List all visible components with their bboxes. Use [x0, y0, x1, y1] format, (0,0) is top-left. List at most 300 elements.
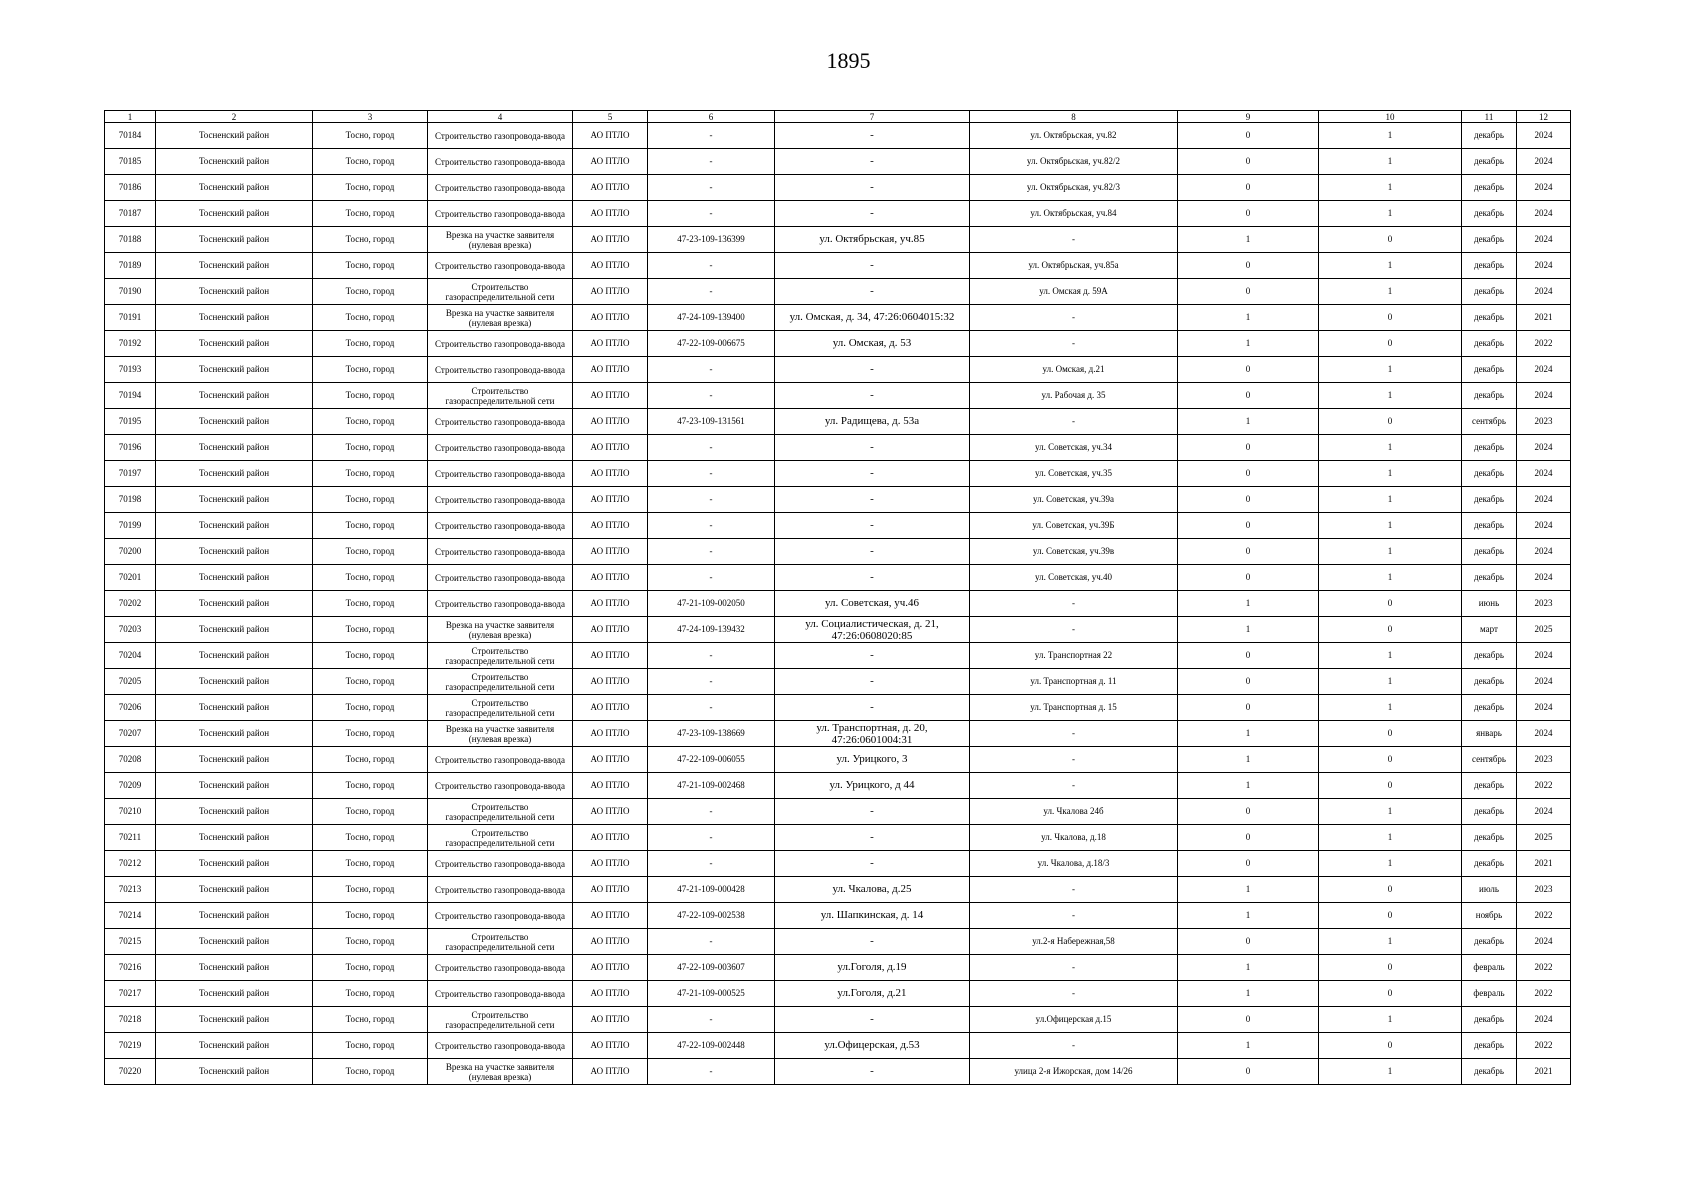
cell-col-count-b: 1	[1319, 539, 1462, 565]
cell-col-num: 70218	[105, 1007, 156, 1033]
cell-col-work-type: Врезка на участке заявителя (нулевая врезка)	[428, 617, 573, 643]
cell-col-year: 2024	[1517, 253, 1571, 279]
cell-col-application-number: -	[648, 201, 775, 227]
cell-col-organization: АО ПТЛО	[573, 253, 648, 279]
cell-col-organization: АО ПТЛО	[573, 773, 648, 799]
cell-col-count-a: 0	[1178, 149, 1319, 175]
cell-col-locality: Тосно, город	[313, 487, 428, 513]
cell-col-count-a: 1	[1178, 1033, 1319, 1059]
cell-col-num: 70210	[105, 799, 156, 825]
cell-col-num: 70185	[105, 149, 156, 175]
cell-col-count-a: 1	[1178, 331, 1319, 357]
cell-col-num: 70201	[105, 565, 156, 591]
cell-col-num: 70192	[105, 331, 156, 357]
cell-col-work-type: Врезка на участке заявителя (нулевая врезка)	[428, 721, 573, 747]
table-body	[105, 123, 1571, 1085]
cell-col-address-network: ул. Советская, уч.39а	[970, 487, 1178, 513]
cell-col-count-a: 0	[1178, 435, 1319, 461]
cell-col-count-a: 0	[1178, 565, 1319, 591]
cell-col-work-type: Строительство газопровода-ввода	[428, 1033, 573, 1059]
cell-col-count-b: 0	[1319, 227, 1462, 253]
table-row	[105, 929, 1571, 955]
cell-col-application-number: -	[648, 383, 775, 409]
cell-col-organization: АО ПТЛО	[573, 825, 648, 851]
cell-col-district: Тосненский район	[156, 643, 313, 669]
cell-col-district: Тосненский район	[156, 227, 313, 253]
table-row	[105, 617, 1571, 643]
column-header-col-district: 2	[156, 111, 313, 123]
cell-col-num: 70212	[105, 851, 156, 877]
cell-col-application-number: -	[648, 461, 775, 487]
cell-col-district: Тосненский район	[156, 253, 313, 279]
cell-col-count-b: 1	[1319, 279, 1462, 305]
cell-col-district: Тосненский район	[156, 1033, 313, 1059]
cell-col-locality: Тосно, город	[313, 773, 428, 799]
cell-col-num: 70208	[105, 747, 156, 773]
cell-col-year: 2023	[1517, 591, 1571, 617]
cell-col-month: декабрь	[1462, 149, 1517, 175]
cell-col-work-type: Строительство газопровода-ввода	[428, 591, 573, 617]
cell-col-count-a: 1	[1178, 227, 1319, 253]
cell-col-num: 70204	[105, 643, 156, 669]
table-row	[105, 1033, 1571, 1059]
cell-col-locality: Тосно, город	[313, 929, 428, 955]
cell-col-organization: АО ПТЛО	[573, 357, 648, 383]
cell-col-district: Тосненский район	[156, 487, 313, 513]
cell-col-organization: АО ПТЛО	[573, 799, 648, 825]
cell-col-month: февраль	[1462, 981, 1517, 1007]
cell-col-address-network: -	[970, 305, 1178, 331]
cell-col-address-network: ул. Советская, уч.39в	[970, 539, 1178, 565]
cell-col-district: Тосненский район	[156, 851, 313, 877]
cell-col-address-network: -	[970, 747, 1178, 773]
cell-col-num: 70219	[105, 1033, 156, 1059]
cell-col-num: 70203	[105, 617, 156, 643]
cell-col-locality: Тосно, город	[313, 591, 428, 617]
cell-col-address-applicant: ул. Урицкого, 3	[775, 747, 970, 773]
cell-col-month: декабрь	[1462, 799, 1517, 825]
cell-col-address-network: -	[970, 903, 1178, 929]
cell-col-num: 70200	[105, 539, 156, 565]
cell-col-organization: АО ПТЛО	[573, 643, 648, 669]
cell-col-month: декабрь	[1462, 279, 1517, 305]
cell-col-month: декабрь	[1462, 201, 1517, 227]
cell-col-count-b: 0	[1319, 331, 1462, 357]
table-row	[105, 591, 1571, 617]
cell-col-locality: Тосно, город	[313, 825, 428, 851]
cell-col-year: 2024	[1517, 643, 1571, 669]
cell-col-count-b: 1	[1319, 201, 1462, 227]
cell-col-count-a: 0	[1178, 695, 1319, 721]
cell-col-address-applicant: -	[775, 487, 970, 513]
cell-col-district: Тосненский район	[156, 1007, 313, 1033]
cell-col-count-b: 1	[1319, 825, 1462, 851]
table-row	[105, 539, 1571, 565]
cell-col-organization: АО ПТЛО	[573, 539, 648, 565]
table-row	[105, 955, 1571, 981]
cell-col-locality: Тосно, город	[313, 851, 428, 877]
cell-col-count-b: 1	[1319, 461, 1462, 487]
cell-col-application-number: -	[648, 695, 775, 721]
cell-col-address-applicant: -	[775, 565, 970, 591]
cell-col-organization: АО ПТЛО	[573, 955, 648, 981]
cell-col-district: Тосненский район	[156, 383, 313, 409]
cell-col-count-a: 1	[1178, 591, 1319, 617]
cell-col-district: Тосненский район	[156, 123, 313, 149]
table-row	[105, 1059, 1571, 1085]
cell-col-address-applicant: -	[775, 799, 970, 825]
cell-col-month: декабрь	[1462, 305, 1517, 331]
table-row	[105, 123, 1571, 149]
cell-col-address-network: ул. Советская, уч.34	[970, 435, 1178, 461]
cell-col-num: 70211	[105, 825, 156, 851]
table-row	[105, 331, 1571, 357]
cell-col-locality: Тосно, город	[313, 331, 428, 357]
cell-col-address-applicant: -	[775, 929, 970, 955]
cell-col-count-b: 1	[1319, 253, 1462, 279]
cell-col-num: 70189	[105, 253, 156, 279]
cell-col-year: 2022	[1517, 331, 1571, 357]
cell-col-year: 2025	[1517, 617, 1571, 643]
cell-col-work-type: Строительство газораспределительной сети	[428, 279, 573, 305]
cell-col-num: 70215	[105, 929, 156, 955]
cell-col-year: 2024	[1517, 929, 1571, 955]
header-row	[105, 111, 1571, 123]
cell-col-application-number: -	[648, 279, 775, 305]
cell-col-address-network: ул. Транспортная 22	[970, 643, 1178, 669]
cell-col-locality: Тосно, город	[313, 175, 428, 201]
cell-col-count-a: 0	[1178, 929, 1319, 955]
cell-col-year: 2024	[1517, 539, 1571, 565]
cell-col-num: 70190	[105, 279, 156, 305]
cell-col-address-network: улица 2-я Ижорская, дом 14/26	[970, 1059, 1178, 1085]
cell-col-num: 70195	[105, 409, 156, 435]
cell-col-work-type: Строительство газопровода-ввода	[428, 409, 573, 435]
cell-col-month: декабрь	[1462, 1059, 1517, 1085]
table-row	[105, 305, 1571, 331]
cell-col-address-network: ул. Октябрьская, уч.84	[970, 201, 1178, 227]
cell-col-num: 70202	[105, 591, 156, 617]
cell-col-count-a: 1	[1178, 721, 1319, 747]
cell-col-num: 70197	[105, 461, 156, 487]
cell-col-year: 2024	[1517, 1007, 1571, 1033]
cell-col-address-network: ул. Рабочая д. 35	[970, 383, 1178, 409]
cell-col-count-b: 1	[1319, 149, 1462, 175]
cell-col-organization: АО ПТЛО	[573, 461, 648, 487]
cell-col-count-b: 1	[1319, 643, 1462, 669]
cell-col-work-type: Врезка на участке заявителя (нулевая врезка)	[428, 305, 573, 331]
cell-col-organization: АО ПТЛО	[573, 903, 648, 929]
cell-col-district: Тосненский район	[156, 305, 313, 331]
cell-col-num: 70205	[105, 669, 156, 695]
cell-col-application-number: -	[648, 1007, 775, 1033]
cell-col-locality: Тосно, город	[313, 799, 428, 825]
cell-col-work-type: Строительство газопровода-ввода	[428, 539, 573, 565]
cell-col-count-b: 1	[1319, 1059, 1462, 1085]
cell-col-count-b: 0	[1319, 591, 1462, 617]
cell-col-month: сентябрь	[1462, 747, 1517, 773]
cell-col-work-type: Строительство газопровода-ввода	[428, 565, 573, 591]
table-row	[105, 877, 1571, 903]
cell-col-address-network: -	[970, 877, 1178, 903]
cell-col-year: 2024	[1517, 513, 1571, 539]
cell-col-application-number: -	[648, 487, 775, 513]
cell-col-application-number: 47-22-109-006055	[648, 747, 775, 773]
cell-col-year: 2024	[1517, 383, 1571, 409]
cell-col-application-number: -	[648, 565, 775, 591]
cell-col-address-applicant: -	[775, 643, 970, 669]
cell-col-num: 70188	[105, 227, 156, 253]
cell-col-address-network: ул. Чкалова, д.18/3	[970, 851, 1178, 877]
cell-col-locality: Тосно, город	[313, 1033, 428, 1059]
cell-col-count-a: 1	[1178, 305, 1319, 331]
cell-col-count-b: 1	[1319, 851, 1462, 877]
cell-col-year: 2022	[1517, 981, 1571, 1007]
cell-col-month: сентябрь	[1462, 409, 1517, 435]
column-header-col-count-b: 10	[1319, 111, 1462, 123]
cell-col-district: Тосненский район	[156, 669, 313, 695]
cell-col-count-a: 0	[1178, 799, 1319, 825]
cell-col-count-a: 1	[1178, 617, 1319, 643]
cell-col-organization: АО ПТЛО	[573, 1033, 648, 1059]
cell-col-count-a: 0	[1178, 253, 1319, 279]
cell-col-count-b: 1	[1319, 695, 1462, 721]
cell-col-count-b: 0	[1319, 903, 1462, 929]
column-header-col-address-applicant: 7	[775, 111, 970, 123]
cell-col-application-number: -	[648, 825, 775, 851]
cell-col-count-a: 0	[1178, 1059, 1319, 1085]
cell-col-address-network: ул. Чкалова, д.18	[970, 825, 1178, 851]
cell-col-count-a: 0	[1178, 123, 1319, 149]
table-row	[105, 227, 1571, 253]
cell-col-district: Тосненский район	[156, 773, 313, 799]
cell-col-count-a: 0	[1178, 279, 1319, 305]
cell-col-address-applicant: -	[775, 851, 970, 877]
cell-col-work-type: Строительство газопровода-ввода	[428, 955, 573, 981]
cell-col-address-applicant: -	[775, 435, 970, 461]
cell-col-month: декабрь	[1462, 175, 1517, 201]
cell-col-year: 2022	[1517, 1033, 1571, 1059]
cell-col-year: 2024	[1517, 279, 1571, 305]
column-header-col-count-a: 9	[1178, 111, 1319, 123]
table-row	[105, 851, 1571, 877]
cell-col-application-number: 47-23-109-138669	[648, 721, 775, 747]
cell-col-count-a: 1	[1178, 903, 1319, 929]
cell-col-address-applicant: -	[775, 1007, 970, 1033]
cell-col-year: 2024	[1517, 435, 1571, 461]
cell-col-num: 70216	[105, 955, 156, 981]
cell-col-application-number: 47-22-109-003607	[648, 955, 775, 981]
table-row	[105, 721, 1571, 747]
cell-col-application-number: -	[648, 851, 775, 877]
cell-col-address-network: -	[970, 1033, 1178, 1059]
cell-col-count-a: 0	[1178, 643, 1319, 669]
cell-col-address-applicant: -	[775, 123, 970, 149]
cell-col-year: 2024	[1517, 149, 1571, 175]
cell-col-count-b: 1	[1319, 799, 1462, 825]
cell-col-month: декабрь	[1462, 669, 1517, 695]
table-row	[105, 773, 1571, 799]
cell-col-district: Тосненский район	[156, 955, 313, 981]
cell-col-count-a: 0	[1178, 851, 1319, 877]
cell-col-address-network: -	[970, 773, 1178, 799]
cell-col-address-network: ул. Советская, уч.35	[970, 461, 1178, 487]
cell-col-organization: АО ПТЛО	[573, 123, 648, 149]
cell-col-year: 2024	[1517, 487, 1571, 513]
cell-col-address-network: ул.2-я Набережная,58	[970, 929, 1178, 955]
cell-col-locality: Тосно, город	[313, 435, 428, 461]
cell-col-organization: АО ПТЛО	[573, 617, 648, 643]
cell-col-address-network: ул. Октябрьская, уч.82/2	[970, 149, 1178, 175]
cell-col-count-b: 1	[1319, 357, 1462, 383]
table-row	[105, 487, 1571, 513]
cell-col-address-network: ул. Омская, д.21	[970, 357, 1178, 383]
cell-col-district: Тосненский район	[156, 591, 313, 617]
cell-col-locality: Тосно, город	[313, 617, 428, 643]
cell-col-address-applicant: ул.Гоголя, д.19	[775, 955, 970, 981]
cell-col-locality: Тосно, город	[313, 955, 428, 981]
cell-col-address-network: -	[970, 981, 1178, 1007]
cell-col-year: 2022	[1517, 773, 1571, 799]
cell-col-district: Тосненский район	[156, 617, 313, 643]
cell-col-work-type: Строительство газораспределительной сети	[428, 695, 573, 721]
cell-col-work-type: Строительство газопровода-ввода	[428, 149, 573, 175]
cell-col-address-applicant: ул. Транспортная, д. 20, 47:26:0601004:31	[775, 721, 970, 747]
cell-col-num: 70196	[105, 435, 156, 461]
cell-col-month: декабрь	[1462, 357, 1517, 383]
cell-col-locality: Тосно, город	[313, 1007, 428, 1033]
cell-col-month: декабрь	[1462, 461, 1517, 487]
cell-col-organization: АО ПТЛО	[573, 669, 648, 695]
cell-col-count-a: 1	[1178, 409, 1319, 435]
cell-col-num: 70220	[105, 1059, 156, 1085]
cell-col-count-a: 1	[1178, 747, 1319, 773]
cell-col-address-network: -	[970, 955, 1178, 981]
cell-col-month: февраль	[1462, 955, 1517, 981]
cell-col-organization: АО ПТЛО	[573, 513, 648, 539]
cell-col-organization: АО ПТЛО	[573, 747, 648, 773]
cell-col-count-b: 0	[1319, 955, 1462, 981]
cell-col-year: 2024	[1517, 565, 1571, 591]
cell-col-locality: Тосно, город	[313, 565, 428, 591]
cell-col-count-b: 0	[1319, 617, 1462, 643]
cell-col-locality: Тосно, город	[313, 305, 428, 331]
cell-col-address-applicant: ул. Омская, д. 53	[775, 331, 970, 357]
cell-col-locality: Тосно, город	[313, 149, 428, 175]
cell-col-year: 2024	[1517, 695, 1571, 721]
cell-col-organization: АО ПТЛО	[573, 877, 648, 903]
cell-col-address-network: ул.Офицерская д.15	[970, 1007, 1178, 1033]
cell-col-month: декабрь	[1462, 513, 1517, 539]
cell-col-locality: Тосно, город	[313, 253, 428, 279]
cell-col-work-type: Строительство газопровода-ввода	[428, 201, 573, 227]
table-row	[105, 461, 1571, 487]
cell-col-locality: Тосно, город	[313, 201, 428, 227]
cell-col-locality: Тосно, город	[313, 383, 428, 409]
cell-col-work-type: Строительство газораспределительной сети	[428, 825, 573, 851]
cell-col-organization: АО ПТЛО	[573, 1059, 648, 1085]
cell-col-district: Тосненский район	[156, 539, 313, 565]
cell-col-organization: АО ПТЛО	[573, 279, 648, 305]
cell-col-address-applicant: ул. Урицкого, д 44	[775, 773, 970, 799]
cell-col-application-number: 47-23-109-131561	[648, 409, 775, 435]
column-header-col-application-number: 6	[648, 111, 775, 123]
cell-col-num: 70194	[105, 383, 156, 409]
cell-col-work-type: Строительство газопровода-ввода	[428, 461, 573, 487]
cell-col-district: Тосненский район	[156, 825, 313, 851]
cell-col-district: Тосненский район	[156, 461, 313, 487]
cell-col-application-number: -	[648, 357, 775, 383]
cell-col-month: декабрь	[1462, 825, 1517, 851]
cell-col-locality: Тосно, город	[313, 669, 428, 695]
cell-col-work-type: Строительство газопровода-ввода	[428, 773, 573, 799]
cell-col-num: 70187	[105, 201, 156, 227]
cell-col-month: декабрь	[1462, 643, 1517, 669]
cell-col-count-b: 1	[1319, 929, 1462, 955]
cell-col-organization: АО ПТЛО	[573, 851, 648, 877]
cell-col-month: декабрь	[1462, 1033, 1517, 1059]
cell-col-address-applicant: -	[775, 825, 970, 851]
cell-col-count-b: 0	[1319, 773, 1462, 799]
cell-col-work-type: Строительство газопровода-ввода	[428, 981, 573, 1007]
cell-col-organization: АО ПТЛО	[573, 695, 648, 721]
cell-col-organization: АО ПТЛО	[573, 175, 648, 201]
cell-col-work-type: Строительство газопровода-ввода	[428, 903, 573, 929]
cell-col-district: Тосненский район	[156, 279, 313, 305]
cell-col-count-a: 0	[1178, 1007, 1319, 1033]
cell-col-locality: Тосно, город	[313, 903, 428, 929]
cell-col-application-number: -	[648, 539, 775, 565]
table-row	[105, 149, 1571, 175]
cell-col-address-applicant: ул.Офицерская, д.53	[775, 1033, 970, 1059]
cell-col-work-type: Строительство газопровода-ввода	[428, 123, 573, 149]
cell-col-organization: АО ПТЛО	[573, 409, 648, 435]
cell-col-month: ноябрь	[1462, 903, 1517, 929]
cell-col-work-type: Строительство газораспределительной сети	[428, 1007, 573, 1033]
cell-col-count-b: 1	[1319, 123, 1462, 149]
cell-col-locality: Тосно, город	[313, 1059, 428, 1085]
cell-col-year: 2024	[1517, 669, 1571, 695]
table-row	[105, 981, 1571, 1007]
cell-col-year: 2024	[1517, 721, 1571, 747]
cell-col-address-network: ул. Транспортная д. 15	[970, 695, 1178, 721]
register-table	[104, 110, 1571, 1085]
cell-col-num: 70214	[105, 903, 156, 929]
cell-col-address-network: ул. Транспортная д. 11	[970, 669, 1178, 695]
cell-col-month: декабрь	[1462, 331, 1517, 357]
cell-col-num: 70213	[105, 877, 156, 903]
cell-col-count-b: 1	[1319, 435, 1462, 461]
cell-col-month: декабрь	[1462, 695, 1517, 721]
cell-col-address-applicant: -	[775, 253, 970, 279]
cell-col-num: 70186	[105, 175, 156, 201]
cell-col-num: 70198	[105, 487, 156, 513]
cell-col-count-a: 0	[1178, 539, 1319, 565]
cell-col-application-number: -	[648, 799, 775, 825]
cell-col-count-a: 0	[1178, 201, 1319, 227]
cell-col-year: 2024	[1517, 175, 1571, 201]
cell-col-year: 2023	[1517, 409, 1571, 435]
cell-col-year: 2024	[1517, 461, 1571, 487]
cell-col-address-applicant: -	[775, 175, 970, 201]
cell-col-address-applicant: -	[775, 461, 970, 487]
cell-col-organization: АО ПТЛО	[573, 981, 648, 1007]
table-row	[105, 253, 1571, 279]
table-row	[105, 435, 1571, 461]
cell-col-district: Тосненский район	[156, 721, 313, 747]
cell-col-month: декабрь	[1462, 227, 1517, 253]
cell-col-address-applicant: ул. Октябрьская, уч.85	[775, 227, 970, 253]
